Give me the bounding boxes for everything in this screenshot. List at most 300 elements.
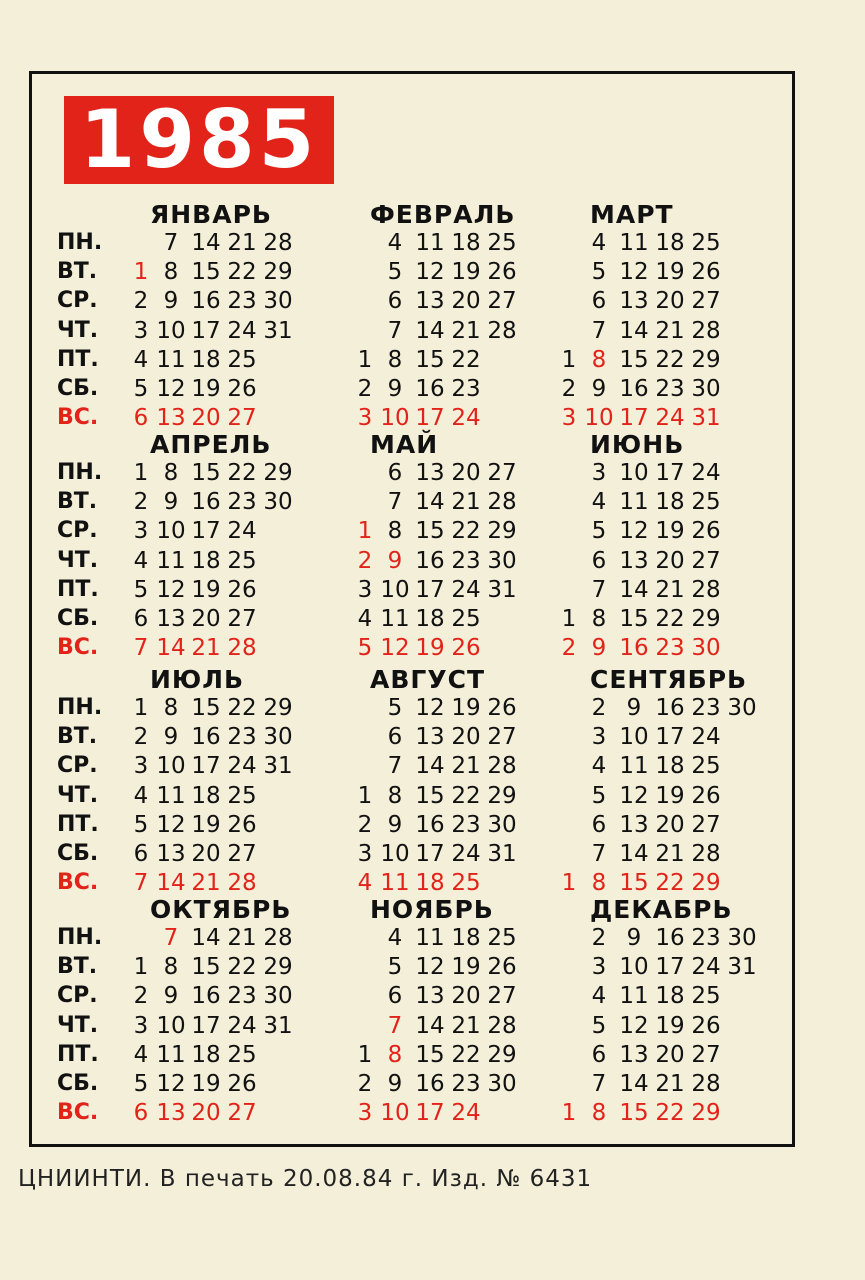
day-cell: 11 (619, 230, 649, 256)
day-cell: 24 (227, 317, 257, 344)
day-cell: 22 (655, 870, 685, 897)
day-cell: 15 (415, 346, 445, 373)
day-cell (260, 635, 296, 661)
day-cell: 5 (133, 1071, 149, 1097)
weekday-label: ВС. (57, 1100, 99, 1126)
week-row (128, 606, 296, 632)
day-cell: 16 (415, 1071, 445, 1097)
day-cell: 10 (156, 1012, 186, 1039)
day-cell: 8 (163, 460, 179, 486)
week-row (556, 753, 760, 779)
day-cell: 7 (387, 1012, 403, 1039)
day-cell (556, 518, 582, 544)
week-row (556, 518, 724, 544)
day-cell: 1 (133, 460, 149, 486)
weekday-label: ВТ. (57, 724, 98, 750)
day-cell: 19 (191, 1071, 221, 1097)
week-row (352, 1071, 520, 1097)
day-cell: 9 (591, 376, 607, 402)
week-row (128, 489, 296, 515)
day-cell: 30 (727, 695, 757, 721)
day-cell: 19 (655, 259, 685, 286)
day-cell: 10 (156, 518, 186, 545)
day-cell: 8 (387, 518, 403, 545)
day-cell: 5 (133, 576, 149, 603)
week-row (128, 1013, 296, 1039)
day-cell (556, 288, 582, 314)
weekday-label: ПТ. (57, 1041, 99, 1067)
day-cell (556, 925, 582, 951)
day-cell: 12 (619, 518, 649, 545)
month-name: НОЯБРЬ (370, 895, 494, 924)
day-cell: 27 (487, 724, 517, 751)
day-cell: 11 (156, 547, 186, 574)
week-row (556, 577, 724, 603)
day-cell: 9 (163, 489, 179, 516)
day-cell: 17 (191, 518, 221, 545)
day-cell (484, 405, 520, 431)
day-cell: 7 (387, 317, 403, 344)
month-name: ЯНВАРЬ (150, 200, 272, 229)
day-cell: 16 (415, 376, 445, 402)
day-cell: 18 (191, 1041, 221, 1068)
day-cell: 4 (387, 230, 403, 256)
day-cell: 31 (263, 317, 293, 344)
day-cell (724, 1071, 760, 1097)
day-cell: 18 (655, 983, 685, 1010)
day-cell: 1 (133, 954, 149, 981)
day-cell: 9 (163, 724, 179, 751)
day-cell (352, 1013, 378, 1039)
day-cell (352, 724, 378, 750)
day-cell: 8 (591, 346, 607, 373)
day-cell: 29 (263, 460, 293, 486)
week-row (556, 783, 760, 809)
day-cell: 27 (691, 288, 721, 315)
day-cell: 25 (691, 753, 721, 780)
week-row (556, 954, 760, 980)
day-cell: 13 (619, 1041, 649, 1068)
day-cell: 22 (227, 259, 257, 286)
day-cell: 22 (451, 346, 481, 373)
day-cell: 21 (451, 1012, 481, 1039)
day-cell (128, 230, 154, 256)
weekday-label: СР. (57, 753, 98, 779)
day-cell: 14 (619, 576, 649, 603)
day-cell: 16 (655, 695, 685, 721)
print-info: ЦНИИНТИ. В печать 20.08.84 г. Изд. № 6431 (18, 1166, 593, 1192)
day-cell: 24 (227, 753, 257, 780)
day-cell: 23 (227, 983, 257, 1010)
week-row (128, 460, 296, 486)
day-cell: 6 (591, 1041, 607, 1068)
day-cell: 8 (163, 695, 179, 721)
week-row (352, 954, 520, 980)
week-row (556, 460, 724, 486)
day-cell (724, 753, 760, 779)
week-row (352, 376, 520, 402)
day-cell (484, 606, 520, 632)
day-cell: 30 (263, 724, 293, 751)
day-cell: 9 (591, 635, 607, 662)
day-cell (556, 753, 582, 779)
day-cell (484, 376, 520, 402)
day-cell: 27 (691, 811, 721, 838)
day-cell: 5 (387, 259, 403, 286)
day-cell: 12 (619, 782, 649, 809)
day-cell: 16 (191, 288, 221, 315)
day-cell: 25 (691, 230, 721, 256)
day-cell: 12 (156, 376, 186, 402)
day-cell: 19 (415, 635, 445, 662)
day-cell (556, 577, 582, 603)
week-row (128, 1100, 296, 1126)
day-cell: 15 (415, 1041, 445, 1068)
day-cell: 27 (227, 606, 257, 632)
day-cell: 29 (487, 1041, 517, 1068)
week-row (128, 812, 296, 838)
day-cell: 17 (655, 954, 685, 981)
day-cell: 11 (415, 925, 445, 951)
day-cell: 28 (263, 230, 293, 256)
day-cell: 20 (191, 841, 221, 867)
week-row (556, 318, 724, 344)
day-cell: 9 (163, 288, 179, 315)
day-cell: 15 (191, 695, 221, 721)
week-row (556, 870, 760, 896)
day-cell: 21 (451, 753, 481, 780)
day-cell: 19 (191, 811, 221, 838)
day-cell: 27 (487, 460, 517, 486)
day-cell: 17 (415, 841, 445, 867)
day-cell (352, 288, 378, 314)
day-cell: 1 (133, 259, 149, 286)
day-cell: 3 (133, 518, 149, 545)
day-cell: 12 (415, 259, 445, 286)
day-cell (556, 1042, 582, 1068)
day-cell: 10 (156, 317, 186, 344)
day-cell: 18 (655, 230, 685, 256)
weekday-label: СР. (57, 288, 98, 314)
month-name: ФЕВРАЛЬ (370, 200, 516, 229)
day-cell: 30 (487, 1071, 517, 1097)
day-cell: 10 (156, 753, 186, 780)
day-cell: 2 (133, 288, 149, 315)
day-cell: 20 (655, 547, 685, 574)
day-cell: 21 (191, 870, 221, 897)
day-cell: 4 (591, 489, 607, 516)
week-row (556, 376, 724, 402)
day-cell: 6 (133, 841, 149, 867)
week-row (556, 347, 724, 373)
day-cell: 7 (591, 576, 607, 603)
day-cell: 1 (357, 518, 373, 545)
day-cell: 16 (619, 635, 649, 662)
weekday-label: ПТ. (57, 811, 99, 837)
day-cell: 8 (163, 259, 179, 286)
week-row (128, 288, 296, 314)
day-cell: 22 (451, 782, 481, 809)
weekday-label: СР. (57, 983, 98, 1009)
day-cell: 14 (415, 489, 445, 516)
day-cell: 11 (156, 782, 186, 809)
day-cell: 26 (227, 576, 257, 603)
week-row (352, 230, 520, 256)
week-row (352, 288, 520, 314)
day-cell: 29 (487, 782, 517, 809)
day-cell: 6 (133, 606, 149, 632)
week-row (352, 983, 520, 1009)
day-cell: 13 (415, 983, 445, 1010)
week-row (128, 1042, 296, 1068)
day-cell: 13 (156, 1100, 186, 1127)
month-name: СЕНТЯБРЬ (590, 665, 748, 694)
day-cell: 3 (591, 724, 607, 751)
day-cell: 4 (387, 925, 403, 951)
day-cell: 21 (655, 317, 685, 344)
week-row (556, 812, 760, 838)
week-row (352, 1100, 520, 1126)
day-cell: 26 (487, 954, 517, 981)
day-cell: 10 (380, 405, 410, 432)
day-cell: 11 (380, 870, 410, 897)
day-cell: 26 (691, 782, 721, 809)
day-cell (260, 870, 296, 896)
day-cell: 20 (451, 724, 481, 751)
day-cell: 12 (619, 1012, 649, 1039)
day-cell: 13 (619, 811, 649, 838)
day-cell: 14 (156, 870, 186, 897)
day-cell (484, 870, 520, 896)
day-cell: 16 (655, 925, 685, 951)
day-cell: 28 (487, 317, 517, 344)
day-cell (724, 983, 760, 1009)
day-cell: 20 (655, 288, 685, 315)
day-cell: 26 (487, 695, 517, 721)
day-cell: 19 (655, 1012, 685, 1039)
day-cell: 7 (387, 753, 403, 780)
month-name: МАРТ (590, 200, 674, 229)
month-name: МАЙ (370, 430, 439, 459)
week-row (556, 1042, 760, 1068)
day-cell: 14 (415, 753, 445, 780)
day-cell: 19 (451, 259, 481, 286)
day-cell: 31 (263, 753, 293, 780)
day-cell: 3 (591, 460, 607, 486)
day-cell: 27 (691, 547, 721, 574)
day-cell (724, 1042, 760, 1068)
day-cell: 21 (451, 489, 481, 516)
day-cell: 19 (451, 954, 481, 981)
day-cell: 25 (691, 489, 721, 516)
day-cell: 25 (451, 870, 481, 897)
day-cell: 21 (655, 1071, 685, 1097)
day-cell (352, 954, 378, 980)
day-cell: 5 (387, 954, 403, 981)
week-row (556, 724, 760, 750)
week-row (556, 841, 760, 867)
day-cell (556, 724, 582, 750)
week-row (352, 925, 520, 951)
day-cell: 13 (619, 547, 649, 574)
day-cell: 21 (451, 317, 481, 344)
week-row (352, 606, 520, 632)
week-row (556, 695, 760, 721)
day-cell: 16 (191, 983, 221, 1010)
day-cell: 6 (387, 288, 403, 315)
day-cell (556, 318, 582, 344)
day-cell: 13 (415, 460, 445, 486)
day-cell: 28 (227, 870, 257, 897)
day-cell: 24 (691, 724, 721, 751)
day-cell: 18 (191, 782, 221, 809)
day-cell: 10 (619, 954, 649, 981)
day-cell: 18 (451, 925, 481, 951)
day-cell: 8 (387, 346, 403, 373)
day-cell: 15 (415, 518, 445, 545)
day-cell: 23 (655, 635, 685, 662)
week-row (556, 635, 724, 661)
day-cell: 22 (655, 346, 685, 373)
day-cell: 22 (451, 1041, 481, 1068)
day-cell: 18 (415, 870, 445, 897)
day-cell: 12 (415, 954, 445, 981)
day-cell: 23 (691, 695, 721, 721)
day-cell (260, 577, 296, 603)
day-cell: 14 (619, 841, 649, 867)
weekday-label: ПТ. (57, 576, 99, 602)
day-cell: 23 (227, 489, 257, 516)
day-cell: 24 (451, 576, 481, 603)
day-cell: 18 (655, 489, 685, 516)
day-cell: 1 (357, 1041, 373, 1068)
day-cell (352, 695, 378, 721)
day-cell (260, 812, 296, 838)
day-cell: 4 (133, 346, 149, 373)
day-cell: 5 (357, 635, 373, 662)
day-cell: 29 (691, 1100, 721, 1127)
day-cell: 1 (357, 346, 373, 373)
day-cell: 20 (451, 460, 481, 486)
day-cell: 30 (727, 925, 757, 951)
day-cell: 9 (163, 983, 179, 1010)
day-cell: 22 (227, 695, 257, 721)
day-cell: 2 (561, 635, 577, 662)
day-cell: 14 (191, 925, 221, 951)
day-cell: 13 (415, 288, 445, 315)
day-cell (352, 460, 378, 486)
day-cell: 8 (387, 1041, 403, 1068)
day-cell: 11 (380, 606, 410, 632)
day-cell: 4 (591, 983, 607, 1010)
day-cell: 11 (156, 1041, 186, 1068)
day-cell: 30 (691, 376, 721, 402)
week-row (556, 606, 724, 632)
day-cell (128, 925, 154, 951)
day-cell: 16 (415, 811, 445, 838)
day-cell: 12 (156, 1071, 186, 1097)
day-cell: 22 (227, 460, 257, 486)
day-cell: 10 (380, 576, 410, 603)
day-cell: 10 (619, 460, 649, 486)
day-cell: 16 (619, 376, 649, 402)
day-cell: 30 (263, 288, 293, 315)
day-cell: 28 (487, 489, 517, 516)
day-cell: 25 (487, 230, 517, 256)
day-cell: 24 (451, 841, 481, 867)
day-cell: 13 (415, 724, 445, 751)
day-cell: 5 (591, 259, 607, 286)
day-cell (260, 1071, 296, 1097)
day-cell: 3 (591, 954, 607, 981)
week-row (128, 983, 296, 1009)
day-cell: 13 (619, 288, 649, 315)
weekday-label: ВТ. (57, 954, 98, 980)
day-cell: 11 (156, 346, 186, 373)
day-cell: 3 (357, 841, 373, 867)
day-cell (260, 841, 296, 867)
day-cell: 12 (415, 695, 445, 721)
week-row (556, 288, 724, 314)
week-row (128, 518, 296, 544)
day-cell: 25 (487, 925, 517, 951)
day-cell (260, 347, 296, 373)
day-cell: 14 (619, 317, 649, 344)
day-cell: 24 (451, 1100, 481, 1127)
day-cell: 23 (451, 547, 481, 574)
day-cell: 1 (561, 346, 577, 373)
day-cell: 1 (561, 870, 577, 897)
day-cell: 14 (415, 1012, 445, 1039)
day-cell: 7 (163, 230, 179, 256)
day-cell: 19 (191, 376, 221, 402)
day-cell: 17 (191, 317, 221, 344)
month-name: ИЮЛЬ (150, 665, 245, 694)
day-cell: 20 (191, 606, 221, 632)
day-cell: 29 (691, 346, 721, 373)
week-row (128, 954, 296, 980)
day-cell: 20 (191, 405, 221, 432)
day-cell: 27 (227, 405, 257, 432)
day-cell: 17 (415, 1100, 445, 1127)
day-cell: 2 (357, 547, 373, 574)
day-cell: 30 (691, 635, 721, 662)
week-row (352, 489, 520, 515)
day-cell: 19 (655, 782, 685, 809)
day-cell: 27 (487, 983, 517, 1010)
day-cell: 2 (561, 376, 577, 402)
day-cell: 2 (591, 695, 607, 721)
day-cell: 17 (415, 576, 445, 603)
weekday-label: ВТ. (57, 489, 98, 515)
day-cell: 3 (561, 405, 577, 432)
week-row (352, 753, 520, 779)
day-cell: 2 (133, 724, 149, 751)
day-cell: 19 (191, 576, 221, 603)
week-row (352, 460, 520, 486)
day-cell: 21 (655, 841, 685, 867)
week-row (352, 259, 520, 285)
day-cell (556, 230, 582, 256)
day-cell: 31 (691, 405, 721, 432)
day-cell (260, 405, 296, 431)
weekday-label: ПН. (57, 460, 103, 485)
day-cell: 15 (191, 954, 221, 981)
day-cell: 23 (451, 376, 481, 402)
day-cell (260, 518, 296, 544)
day-cell: 7 (133, 870, 149, 897)
day-cell: 15 (619, 606, 649, 632)
